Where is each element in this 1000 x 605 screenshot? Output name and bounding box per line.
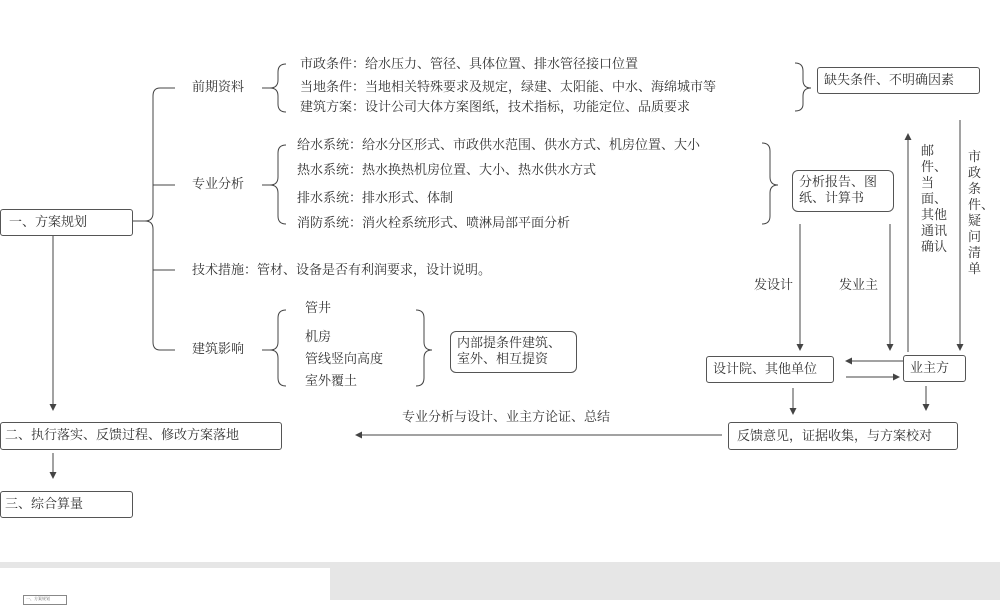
minimap-panel[interactable]	[0, 568, 330, 600]
impact-item[interactable]: 机房	[305, 330, 332, 345]
branch-analysis-label[interactable]: 专业分析	[192, 177, 245, 192]
step2-node[interactable]: 二、执行落实、反馈过程、修改方案落地	[0, 422, 282, 450]
branch-tech-label[interactable]: 技术措施：管材、设备是否有利润要求，设计说明。	[192, 263, 492, 278]
branch-impact-label[interactable]: 建筑影响	[192, 342, 245, 357]
analysis-item[interactable]: 热水系统：热水换热机房位置、大小、热水供水方式	[297, 163, 597, 178]
design-institute-node[interactable]: 设计院、其他单位	[706, 356, 834, 383]
internal-conditions-node[interactable]: 内部提条件建筑、室外、相互提资	[450, 331, 577, 373]
missing-conditions-node[interactable]: 缺失条件、不明确因素	[817, 67, 980, 94]
feedback-node[interactable]: 反馈意见，证据收集，与方案校对	[728, 422, 958, 450]
analysis-report-node[interactable]: 分析报告、图纸、计算书	[792, 170, 894, 212]
branch-preliminary-label[interactable]: 前期资料	[192, 80, 245, 95]
minimap-node: 一、方案规划	[23, 595, 67, 605]
root-node[interactable]: 一、方案规划	[0, 209, 133, 236]
mail-confirm-label: 邮件、当面、其他通讯确认	[921, 144, 948, 255]
send-design-label: 发设计	[754, 278, 794, 293]
impact-item[interactable]: 管线竖向高度	[305, 352, 384, 367]
impact-item[interactable]: 室外覆土	[305, 374, 358, 389]
owner-node[interactable]: 业主方	[903, 355, 966, 382]
municipal-questions-label: 市政条件、疑问清单	[968, 150, 995, 277]
analysis-item[interactable]: 排水系统：排水形式、体制	[297, 191, 454, 206]
step3-node[interactable]: 三、综合算量	[0, 491, 133, 518]
impact-item[interactable]: 管井	[305, 301, 332, 316]
analysis-item[interactable]: 消防系统：消火栓系统形式、喷淋局部平面分析	[297, 216, 571, 231]
send-owner-label: 发业主	[839, 278, 879, 293]
preliminary-item[interactable]: 当地条件：当地相关特殊要求及规定，绿建、太阳能、中水、海绵城市等	[300, 80, 717, 95]
summary-label: 专业分析与设计、业主方论证、总结	[402, 410, 611, 425]
preliminary-item[interactable]: 建筑方案：设计公司大体方案图纸，技术指标，功能定位、品质要求	[300, 100, 691, 115]
preliminary-item[interactable]: 市政条件：给水压力、管径、具体位置、排水管径接口位置	[300, 57, 639, 72]
analysis-item[interactable]: 给水系统：给水分区形式、市政供水范围、供水方式、机房位置、大小	[297, 138, 701, 153]
